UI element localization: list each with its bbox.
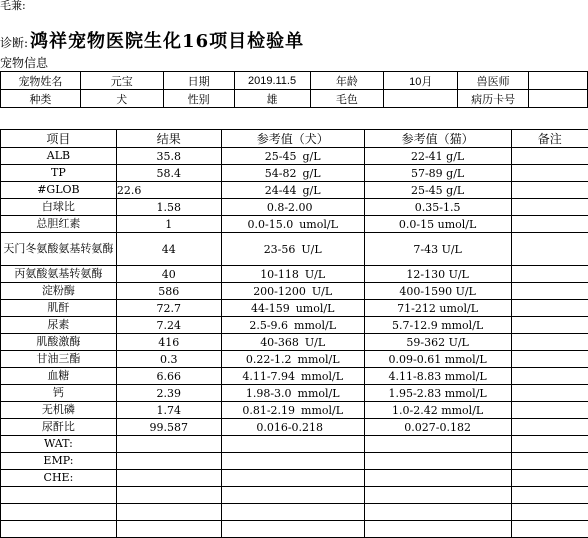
- ref-dog-wrap: [246, 387, 340, 400]
- ref-dog-range: 0.016-0.218: [256, 420, 324, 434]
- ref-dog: [221, 351, 364, 368]
- table-row: [1, 351, 588, 368]
- item-name: 甘油三酯: [1, 351, 117, 368]
- ref-dog-unit: umol/L: [295, 301, 335, 315]
- ref-dog: [221, 436, 364, 453]
- ref-cat: 0.0-15 umol/L: [364, 216, 511, 233]
- ref-dog-unit: g/L: [302, 183, 321, 197]
- item-name: 钙: [1, 385, 117, 402]
- remarks-cell: [511, 487, 588, 504]
- result-value: 2.39: [116, 385, 221, 402]
- remarks-cell: [511, 317, 588, 334]
- item-name: 淀粉酶: [1, 283, 117, 300]
- ref-cat: 1.95-2.83 mmol/L: [364, 385, 511, 402]
- coat-label: 毛色: [310, 90, 384, 108]
- ref-dog: [221, 368, 364, 385]
- result-value: 1.58: [116, 199, 221, 216]
- info-row-2: [1, 90, 588, 108]
- table-row: [1, 419, 588, 436]
- table-row: [1, 334, 588, 351]
- item-name: EMP:: [1, 453, 117, 470]
- ref-dog: [221, 419, 364, 436]
- ref-dog-wrap: [242, 370, 343, 383]
- result-value: [116, 436, 221, 453]
- pet-name-value: 元宝: [80, 72, 163, 90]
- item-name: #GLOB: [1, 182, 117, 199]
- table-row: [1, 199, 588, 216]
- result-value: 35.8: [116, 148, 221, 165]
- result-value: 1.74: [116, 402, 221, 419]
- table-row: [1, 283, 588, 300]
- item-name: [1, 521, 117, 538]
- header-result: 结果: [116, 130, 221, 148]
- remarks-cell: [511, 199, 588, 216]
- remarks-cell: [511, 419, 588, 436]
- sex-value: 雄: [234, 90, 310, 108]
- item-name: TP: [1, 165, 117, 182]
- table-row: [1, 385, 588, 402]
- ref-dog-unit: mmol/L: [301, 369, 344, 383]
- result-value: 58.4: [116, 165, 221, 182]
- result-value: 6.66: [116, 368, 221, 385]
- ref-dog-wrap: [248, 218, 338, 231]
- remarks-cell: [511, 521, 588, 538]
- ref-cat: 0.35-1.5: [364, 199, 511, 216]
- ref-dog-unit: mmol/L: [294, 318, 337, 332]
- result-value: [116, 470, 221, 487]
- ref-dog-wrap: [251, 302, 334, 315]
- table-row: [1, 402, 588, 419]
- ref-dog-wrap: [260, 268, 325, 281]
- table-row: [1, 266, 588, 283]
- info-row-1: [1, 72, 588, 90]
- ref-dog-range: 25-45: [264, 149, 297, 163]
- ref-cat: [364, 453, 511, 470]
- result-value: [116, 453, 221, 470]
- ref-dog-range: 0.81-2.19: [242, 403, 296, 417]
- header-ref-dog: 参考值（犬）: [221, 130, 364, 148]
- date-value: 2019.11.5: [234, 72, 310, 90]
- ref-dog: [221, 402, 364, 419]
- ref-dog-unit: mmol/L: [297, 386, 340, 400]
- age-value: 10月: [384, 72, 458, 90]
- ref-dog-range: 0.22-1.2: [245, 352, 292, 366]
- table-row: [1, 216, 588, 233]
- table-row: [1, 453, 588, 470]
- ref-dog-wrap: [290, 472, 296, 485]
- result-value: 1: [116, 216, 221, 233]
- item-name: 丙氨酸氨基转氨酶: [1, 266, 117, 283]
- remarks-cell: [511, 300, 588, 317]
- ref-dog-unit: mmol/L: [297, 352, 340, 366]
- vet-value: [529, 72, 588, 90]
- ref-dog: [221, 165, 364, 182]
- ref-cat: 0.027-0.182: [364, 419, 511, 436]
- ref-dog: [221, 266, 364, 283]
- ref-cat: 57-89 g/L: [364, 165, 511, 182]
- ref-dog: [221, 216, 364, 233]
- item-name: 肌酸激酶: [1, 334, 117, 351]
- ref-cat: 7-43 U/L: [364, 233, 511, 266]
- ref-dog: [221, 283, 364, 300]
- ref-dog-wrap: [290, 489, 296, 502]
- ref-cat: 400-1590 U/L: [364, 283, 511, 300]
- ref-dog-wrap: [290, 506, 296, 519]
- table-row: [1, 368, 588, 385]
- ref-dog-wrap: [256, 421, 329, 434]
- ref-dog-wrap: [260, 336, 325, 349]
- ref-dog-wrap: [290, 523, 296, 536]
- item-name: 血糖: [1, 368, 117, 385]
- item-name: ALB: [1, 148, 117, 165]
- item-name: 无机磷: [1, 402, 117, 419]
- result-value: 0.3: [116, 351, 221, 368]
- ref-dog-wrap: [290, 438, 296, 451]
- pet-info-label: 宠物信息: [0, 56, 49, 70]
- ref-dog-wrap: [265, 184, 321, 197]
- ref-cat: [364, 487, 511, 504]
- report-title: 鸿祥宠物医院生化16项目检验单: [30, 31, 305, 52]
- item-name: [1, 487, 117, 504]
- table-row: [1, 504, 588, 521]
- ref-dog-range: 0.0-15.0: [247, 217, 294, 231]
- diagnosis-label: 诊断:: [0, 36, 29, 50]
- ref-dog-unit: g/L: [302, 166, 321, 180]
- result-value: 44: [116, 233, 221, 266]
- table-row: [1, 487, 588, 504]
- table-row: [1, 470, 588, 487]
- ref-cat: 71-212 umol/L: [364, 300, 511, 317]
- record-no-label: 病历卡号: [458, 90, 529, 108]
- ref-dog-unit: U/L: [304, 267, 326, 281]
- ref-dog: [221, 334, 364, 351]
- results-header-row: [1, 130, 588, 148]
- result-value: 22.6: [116, 182, 221, 199]
- age-label: 年龄: [310, 72, 384, 90]
- item-name: [1, 504, 117, 521]
- remarks-cell: [511, 165, 588, 182]
- ref-dog-unit: U/L: [304, 335, 326, 349]
- remarks-cell: [511, 504, 588, 521]
- ref-cat: 4.11-8.83 mmol/L: [364, 368, 511, 385]
- ref-dog-unit: U/L: [301, 242, 322, 256]
- ref-dog: [221, 453, 364, 470]
- species-value: 犬: [80, 90, 163, 108]
- record-no-value: [529, 90, 588, 108]
- table-row: [1, 300, 588, 317]
- result-value: 416: [116, 334, 221, 351]
- header-item: 项目: [1, 130, 117, 148]
- ref-cat: 22-41 g/L: [364, 148, 511, 165]
- remarks-cell: [511, 436, 588, 453]
- item-name: 尿酐比: [1, 419, 117, 436]
- table-row: [1, 182, 588, 199]
- item-name: 肌酐: [1, 300, 117, 317]
- ref-dog-wrap: [264, 243, 322, 256]
- table-row: [1, 165, 588, 182]
- ref-dog: [221, 317, 364, 334]
- ref-dog-unit: g/L: [302, 149, 321, 163]
- ref-dog: [221, 504, 364, 521]
- ref-dog-range: 44-159: [251, 301, 290, 315]
- remarks-cell: [511, 283, 588, 300]
- ref-cat: [364, 470, 511, 487]
- species-label: 种类: [1, 90, 81, 108]
- remarks-cell: [511, 148, 588, 165]
- ref-dog: [221, 470, 364, 487]
- ref-cat: 25-45 g/L: [364, 182, 511, 199]
- coat-value: [384, 90, 458, 108]
- ref-cat: 0.09-0.61 mmol/L: [364, 351, 511, 368]
- results-body: [1, 148, 588, 538]
- ref-dog: [221, 385, 364, 402]
- report-title-row: [0, 27, 304, 51]
- ref-dog: [221, 521, 364, 538]
- ref-dog-range: 4.11-7.94: [242, 369, 296, 383]
- ref-dog-wrap: [267, 201, 319, 214]
- header-ref-cat: 参考值（猫）: [364, 130, 511, 148]
- item-name: CHE:: [1, 470, 117, 487]
- ref-dog: [221, 199, 364, 216]
- result-value: 99.587: [116, 419, 221, 436]
- result-value: [116, 521, 221, 538]
- item-name: 尿素: [1, 317, 117, 334]
- ref-cat: 59-362 U/L: [364, 334, 511, 351]
- ref-cat: [364, 504, 511, 521]
- remarks-cell: [511, 351, 588, 368]
- ref-dog-wrap: [242, 404, 343, 417]
- sex-label: 性别: [163, 90, 234, 108]
- ref-dog-range: 24-44: [264, 183, 297, 197]
- result-value: 7.24: [116, 317, 221, 334]
- remarks-cell: [511, 402, 588, 419]
- remarks-cell: [511, 182, 588, 199]
- table-row: [1, 436, 588, 453]
- ref-cat: 5.7-12.9 mmol/L: [364, 317, 511, 334]
- ref-cat: 12-130 U/L: [364, 266, 511, 283]
- ref-dog: [221, 148, 364, 165]
- ref-dog: [221, 233, 364, 266]
- result-value: 72.7: [116, 300, 221, 317]
- remarks-cell: [511, 470, 588, 487]
- ref-dog-range: 0.8-2.00: [266, 200, 313, 214]
- table-row: [1, 233, 588, 266]
- ref-dog-wrap: [265, 150, 321, 163]
- lab-results-table: [0, 129, 588, 538]
- ref-dog: [221, 182, 364, 199]
- pet-name-label: 宠物姓名: [1, 72, 81, 90]
- ref-dog-wrap: [253, 285, 332, 298]
- item-name: WAT:: [1, 436, 117, 453]
- ref-dog-wrap: [265, 167, 321, 180]
- ref-dog-range: 1.98-3.0: [245, 386, 292, 400]
- ref-dog: [221, 487, 364, 504]
- item-name: 白球比: [1, 199, 117, 216]
- header-remarks: 备注: [511, 130, 588, 148]
- ref-dog-range: 54-82: [264, 166, 297, 180]
- table-row: [1, 521, 588, 538]
- remarks-cell: [511, 334, 588, 351]
- ref-dog-unit: U/L: [311, 284, 333, 298]
- remarks-cell: [511, 368, 588, 385]
- cut-off-text: 毛兼:: [0, 0, 26, 12]
- table-row: [1, 148, 588, 165]
- ref-dog-unit: mmol/L: [301, 403, 344, 417]
- result-value: [116, 504, 221, 521]
- ref-dog-wrap: [290, 455, 296, 468]
- date-label: 日期: [163, 72, 234, 90]
- item-name: 总胆红素: [1, 216, 117, 233]
- remarks-cell: [511, 233, 588, 266]
- ref-cat: 1.0-2.42 mmol/L: [364, 402, 511, 419]
- ref-dog-range: 23-56: [263, 242, 296, 256]
- result-value: 40: [116, 266, 221, 283]
- pet-info-table: [0, 71, 588, 108]
- ref-dog-range: 40-368: [260, 335, 299, 349]
- ref-dog-range: 10-118: [260, 267, 299, 281]
- ref-cat: [364, 521, 511, 538]
- ref-dog: [221, 300, 364, 317]
- ref-dog-unit: umol/L: [299, 217, 338, 231]
- ref-dog-range: 200-1200: [253, 284, 306, 298]
- result-value: [116, 487, 221, 504]
- ref-dog-wrap: [246, 353, 340, 366]
- ref-dog-range: 2.5-9.6: [249, 318, 289, 332]
- ref-cat: [364, 436, 511, 453]
- remarks-cell: [511, 385, 588, 402]
- remarks-cell: [511, 453, 588, 470]
- result-value: 586: [116, 283, 221, 300]
- vet-label: 兽医师: [458, 72, 529, 90]
- remarks-cell: [511, 266, 588, 283]
- item-name: 天门冬氨酸氨基转氨酶: [1, 233, 117, 266]
- remarks-cell: [511, 216, 588, 233]
- ref-dog-wrap: [249, 319, 336, 332]
- table-row: [1, 317, 588, 334]
